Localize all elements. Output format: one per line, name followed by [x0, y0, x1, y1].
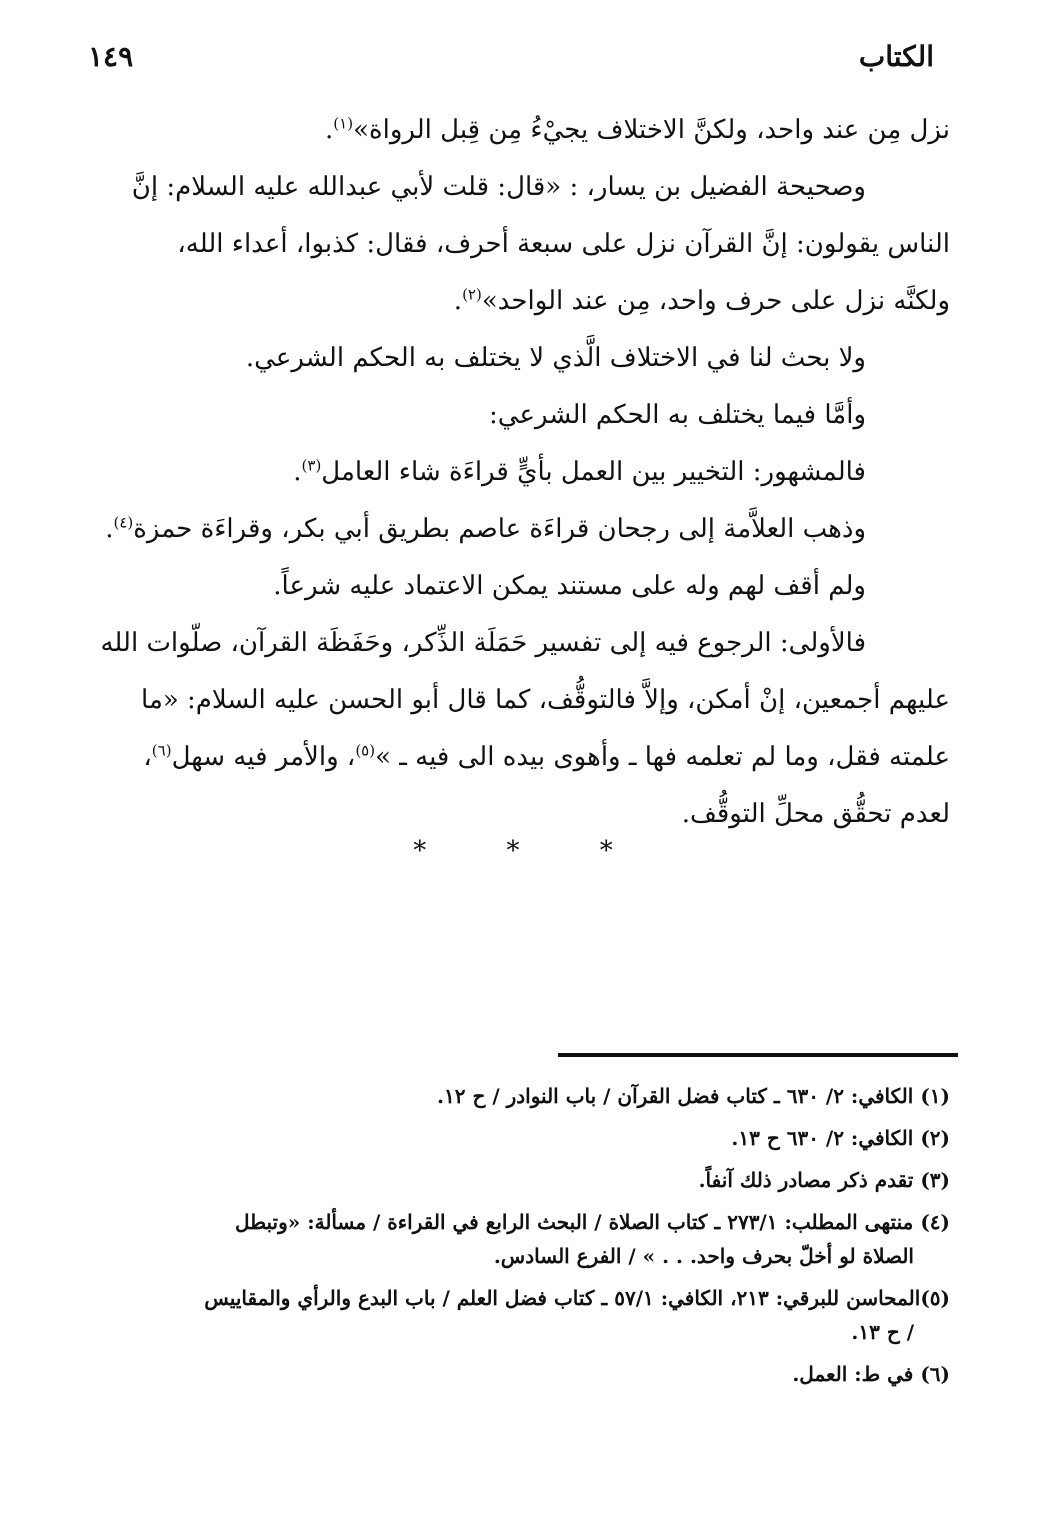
- footnote: [100, 1121, 950, 1155]
- footnote-divider: [558, 1053, 958, 1057]
- text-run: ولكنَّه نزل على حرف واحد، مِن عند الواحد»: [481, 286, 950, 316]
- footnote-ref: (١): [333, 114, 354, 133]
- text-run: .: [105, 514, 114, 544]
- footnote-ref: (٦): [151, 741, 172, 760]
- footnote-text: منتهى المطلب: ٢٧٣/١ ـ كتاب الصلاة / البحث الرابع في القراءة / مسألة: «وتبطل: [234, 1210, 914, 1234]
- footnote-ref: (٤): [113, 513, 134, 532]
- section-separator: * * *: [413, 836, 649, 866]
- text-run: .: [453, 286, 463, 316]
- footnote: [100, 1281, 950, 1349]
- paragraph-line: ولا بحث لنا في الاختلاف الَّذي لا يختلف به الحكم الشرعي.: [245, 343, 866, 373]
- text-run: ، والأمر فيه سهل: [171, 742, 356, 772]
- footnotes: [100, 1079, 950, 1399]
- text-run: علمته فقل، وما لم تعلمه فها ـ وأهوى بيده الى فيه ـ »: [375, 742, 950, 772]
- footnote-number: (٤): [920, 1210, 950, 1234]
- footnote-number: (٣): [920, 1168, 950, 1192]
- paragraph-line: لعدم تحقُّق محلِّ التوقُّف.: [681, 799, 950, 829]
- footnote-ref: (٥): [355, 741, 376, 760]
- footnote-number: (٢): [920, 1126, 950, 1150]
- footnote-text-continued: الصلاة لو أخلّ بحرف واحد. . . » / الفرع السادس.: [493, 1244, 914, 1268]
- page-number: ١٤٩: [88, 40, 134, 73]
- paragraph-line: ولم أقف لهم وله على مستند يمكن الاعتماد عليه شرعاً.: [273, 571, 866, 601]
- footnote-text: الكافي: ٢/ ٦٣٠ ح ١٣.: [731, 1126, 914, 1150]
- footnote-number: (٦): [920, 1362, 950, 1386]
- footnote-number: (١): [920, 1084, 950, 1108]
- paragraph-line: [100, 729, 950, 786]
- text-run: .: [293, 457, 302, 487]
- footnote-text: في ط: العمل.: [792, 1362, 914, 1386]
- footnote: [100, 1079, 950, 1113]
- text-run: نزل مِن عند واحد، ولكنَّ الاختلاف يجيْءُ مِن قِبل الرواة»: [353, 115, 950, 145]
- paragraph-line: [100, 444, 950, 501]
- paragraph-line: الناس يقولون: إنَّ القرآن نزل على سبعة أحرف، فقال: كذبوا، أعداء الله،: [177, 229, 950, 259]
- paragraph-line: وأمَّا فيما يختلف به الحكم الشرعي:: [489, 400, 866, 430]
- paragraph-line: [100, 501, 950, 558]
- footnote-text-continued: / ح ١٣.: [851, 1320, 914, 1344]
- paragraph-line: [100, 102, 950, 159]
- footnote: [100, 1357, 950, 1391]
- paragraph-line: [100, 273, 950, 330]
- footnote: [100, 1163, 950, 1197]
- paragraph-line: عليهم أجمعين، إنْ أمكن، وإلاَّ فالتوقُّف، كما قال أبو الحسن عليه السلام: «ما: [141, 685, 950, 715]
- footnote-ref: (٣): [301, 456, 322, 475]
- text-run: وذهب العلاَّمة إلى رجحان قراءَة عاصم بطريق أبي بكر، وقراءَة حمزة: [133, 514, 866, 544]
- main-text: [100, 102, 950, 843]
- paragraph-line: فالأولى: الرجوع فيه إلى تفسير حَمَلَة الذِّكر، وحَفَظَة القرآن، صلّوات الله: [100, 628, 866, 658]
- text-run: فالمشهور: التخيير بين العمل بأيٍّ قراءَة شاء العامل: [321, 457, 866, 487]
- footnote-ref: (٢): [462, 285, 482, 304]
- text-run: ،: [143, 742, 152, 772]
- text-run: .: [325, 115, 334, 145]
- paragraph-line: وصحيحة الفضيل بن يسار، : «قال: قلت لأبي عبدالله عليه السلام: إنَّ: [131, 172, 866, 202]
- footnote-text: تقدم ذكر مصادر ذلك آنفاً.: [698, 1168, 914, 1192]
- footnote: [100, 1205, 950, 1273]
- footnote-number: (٥): [920, 1286, 950, 1310]
- footnote-text: المحاسن للبرقي: ٢١٣، الكافي: ٥٧/١ ـ كتاب فضل العلم / باب البدع والرأي والمقاييس: [204, 1286, 921, 1310]
- footnote-text: الكافي: ٢/ ٦٣٠ ـ كتاب فضل القرآن / باب النوادر / ح ١٢.: [437, 1084, 914, 1108]
- running-header-title: الكتاب: [858, 40, 934, 73]
